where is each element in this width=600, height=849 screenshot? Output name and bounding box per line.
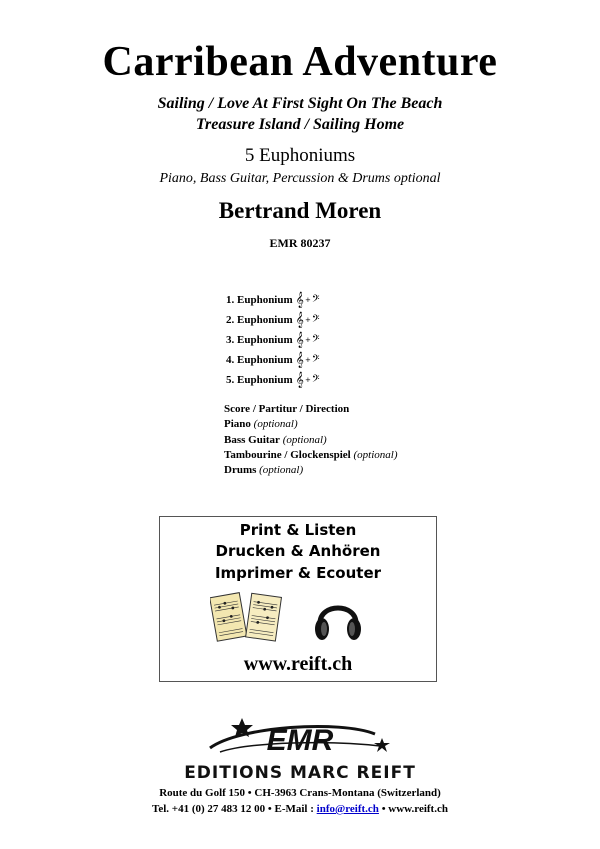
sheet-music-icon — [210, 587, 284, 651]
publisher-address: Route du Golf 150 • CH-3963 Crans-Montana (Switzerland) — [159, 787, 441, 799]
additional-parts-list — [224, 402, 397, 478]
bass-clef-icon: 𝄢 — [311, 313, 320, 327]
clef-icons — [296, 313, 320, 327]
part-label: 2. Euphonium — [226, 314, 293, 326]
bass-clef-icon: 𝄢 — [311, 333, 320, 347]
emr-logo — [150, 712, 450, 782]
part-label: 3. Euphonium — [226, 334, 293, 346]
extra-part-item — [224, 448, 397, 463]
clef-icons — [296, 333, 320, 347]
plus-sign: + — [304, 296, 311, 304]
bass-clef-icon: 𝄢 — [311, 353, 320, 367]
movements-line-1: Sailing / Love At First Sight On The Beach — [157, 95, 443, 112]
part-item — [226, 310, 320, 330]
instrumentation: 5 Euphoniums — [244, 145, 356, 166]
extra-part-label: Piano — [224, 418, 251, 431]
print-listen-box[interactable] — [159, 516, 437, 682]
promo-line-english: Print & Listen — [239, 521, 357, 539]
plus-sign: + — [304, 316, 311, 324]
movements-line-2: Treasure Island / Sailing Home — [195, 116, 405, 133]
logo-text: EMR — [266, 724, 334, 757]
extra-part-note: (optional) — [282, 433, 327, 446]
extra-part-label: Score / Partitur / Direction — [224, 403, 350, 415]
catalog-number: EMR 80237 — [269, 236, 331, 250]
composer-name: Bertrand Moren — [218, 198, 382, 223]
clef-icons — [296, 353, 320, 367]
headphones-icon — [310, 589, 366, 645]
part-label: 1. Euphonium — [226, 294, 293, 306]
part-item — [226, 330, 320, 350]
clef-icons — [296, 373, 320, 387]
parts-list — [226, 290, 320, 390]
extra-part-item — [224, 463, 397, 478]
extra-part-note: (optional) — [259, 464, 304, 477]
page-title: Carribean Adventure — [102, 39, 498, 85]
part-item — [226, 350, 320, 370]
promo-line-german: Drucken & Anhören — [215, 542, 381, 560]
extra-part-item — [224, 417, 397, 432]
treble-clef-icon: 𝄞 — [295, 312, 304, 328]
treble-clef-icon: 𝄞 — [295, 352, 304, 368]
contact-prefix: Tel. +41 (0) 27 483 12 00 • E-Mail : — [152, 803, 317, 815]
extra-part-item — [224, 402, 397, 417]
part-item — [226, 290, 320, 310]
extra-part-note: (optional) — [353, 448, 398, 461]
treble-clef-icon: 𝄞 — [295, 332, 304, 348]
optional-instruments: Piano, Bass Guitar, Percussion & Drums optional — [159, 171, 441, 186]
extra-part-label: Bass Guitar — [224, 433, 280, 446]
clef-icons — [296, 293, 320, 307]
part-label: 4. Euphonium — [226, 354, 293, 366]
email-link[interactable]: info@reift.ch — [316, 803, 379, 815]
extra-part-label: Tambourine / Glockenspiel — [224, 448, 351, 461]
treble-clef-icon: 𝄞 — [295, 292, 304, 308]
contact-suffix: • www.reift.ch — [378, 803, 448, 815]
part-label: 5. Euphonium — [226, 374, 293, 386]
bass-clef-icon: 𝄢 — [311, 293, 320, 307]
bass-clef-icon: 𝄢 — [311, 373, 320, 387]
extra-part-note: (optional) — [253, 418, 298, 431]
extra-part-label: Drums — [224, 464, 257, 477]
website-link[interactable]: www.reift.ch — [243, 653, 353, 675]
plus-sign: + — [304, 356, 311, 364]
extra-part-item — [224, 433, 397, 448]
plus-sign: + — [304, 336, 311, 344]
publisher-name: EDITIONS MARC REIFT — [184, 763, 416, 782]
plus-sign: + — [304, 376, 311, 384]
part-item — [226, 370, 320, 390]
promo-line-french: Imprimer & Ecouter — [214, 564, 382, 582]
publisher-contact — [0, 803, 600, 815]
treble-clef-icon: 𝄞 — [295, 372, 304, 388]
